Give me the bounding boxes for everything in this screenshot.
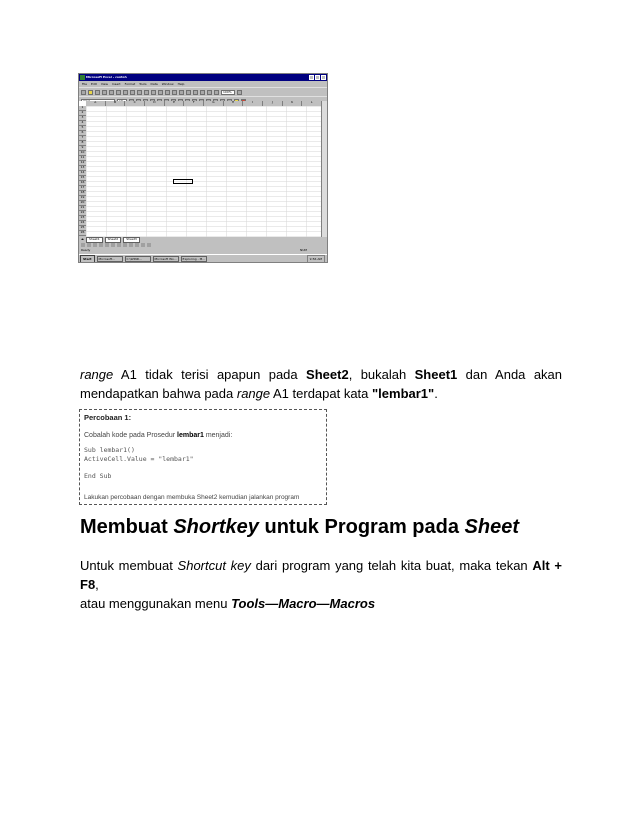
row-header[interactable]: 5 [79,126,86,131]
code-box-title: Percobaan 1: [84,413,132,422]
menu-help[interactable]: Help [177,81,185,86]
excel-screenshot [78,73,328,263]
text-run: atau menggunakan menu [80,596,232,611]
code-line: Sub lembar1() [84,446,135,454]
text-run: Membuat [80,516,174,538]
wordart-icon[interactable] [129,243,133,247]
section-heading [80,515,519,539]
row-header[interactable]: 14 [80,170,85,174]
text-run: dan Anda akan [457,367,563,382]
new-icon[interactable] [81,90,86,95]
column-header[interactable]: J [263,101,283,106]
text-run: mendapatkan bahwa pada [80,386,237,401]
row-header[interactable]: 19 [80,195,85,199]
row-header[interactable]: 22 [80,210,85,214]
sheet1-name: Sheet1 [414,367,458,382]
excel-title-text: Microsoft Excel - contoh [86,75,127,79]
function-icon[interactable] [179,90,184,95]
text-run: . [434,386,438,401]
row-header[interactable]: 23 [80,215,85,219]
row-header[interactable]: 17 [80,185,85,189]
procedure-name: lembar1 [177,432,204,439]
row-header[interactable]: 20 [80,200,85,204]
zoom-field[interactable]: 100% [221,90,235,95]
row-headers [79,106,86,237]
paste-icon[interactable] [137,90,142,95]
open-icon[interactable] [88,90,93,95]
code-example-box [79,409,327,505]
column-header[interactable]: I [243,101,263,106]
text-run: Untuk membuat [80,558,178,573]
paragraph-1-line-2 [80,384,562,403]
taskbar-clock: 9:56 AM [307,255,325,263]
column-header[interactable]: C [125,101,145,106]
column-header[interactable]: K [283,101,303,106]
text-run: untuk Program pada [258,516,465,538]
format-painter-icon[interactable] [144,90,149,95]
select-icon[interactable] [87,243,91,247]
row-header[interactable]: 18 [80,190,85,194]
arrow-icon[interactable] [105,243,109,247]
range-word: range [80,367,114,382]
paragraph-2-line-2 [80,594,562,613]
hyperlink-icon[interactable] [165,90,170,95]
text-run: A1 terdapat kata [270,386,373,401]
undo-icon[interactable] [151,90,156,95]
menu-tools[interactable]: Tools [139,81,147,86]
text-run: Cobalah kode pada Prosedur [84,432,178,439]
key-combination: Alt + F8 [80,558,562,592]
copy-icon[interactable] [130,90,135,95]
tab-sheet3[interactable]: Sheet3 [123,237,140,243]
row-header[interactable]: 2 [79,111,86,116]
sort-asc-icon[interactable] [186,90,191,95]
excel-app-icon [80,75,85,80]
tab-sheet1[interactable]: Sheet1 [86,237,103,243]
menu-file[interactable]: File [82,81,88,86]
row-header[interactable]: 8 [79,141,86,146]
menu-view[interactable]: View [100,81,108,86]
row-header[interactable]: 12 [80,160,85,164]
standard-toolbar [79,87,327,96]
text-run: dari program yang telah kita buat, maka tekan [250,558,533,573]
column-header[interactable]: L [302,101,322,106]
cut-icon[interactable] [123,90,128,95]
row-header[interactable]: 3 [79,116,86,121]
redo-icon[interactable] [158,90,163,95]
start-button[interactable]: Start [80,255,95,263]
status-text: Ready [81,248,91,252]
taskbar-item[interactable]: Microsoft Wo... [154,256,177,261]
column-header[interactable]: B [106,101,126,106]
menu-path: Tools—Macro—Macros [231,596,376,611]
row-header[interactable]: 13 [80,165,85,169]
cell-area[interactable] [86,106,322,237]
windows-taskbar [79,254,327,263]
print-icon[interactable] [102,90,107,95]
rectangle-icon[interactable] [111,243,115,247]
range-word: range [236,386,271,401]
chart-wizard-icon[interactable] [200,90,205,95]
text-run: , [95,577,99,592]
row-header[interactable]: 4 [79,121,86,126]
column-header[interactable]: A [86,101,106,106]
window-controls [309,75,326,80]
menu-window[interactable]: Window [161,81,174,86]
column-header[interactable]: F [184,101,204,106]
code-line: End Sub [84,472,112,480]
paragraph-1 [80,365,562,403]
row-header[interactable]: 15 [80,175,85,179]
spelling-icon[interactable] [116,90,121,95]
minimize-icon[interactable] [309,75,314,80]
tab-sheet2[interactable]: Sheet2 [105,237,122,243]
drawing-icon[interactable] [214,90,219,95]
autosum-icon[interactable] [172,90,177,95]
menu-data[interactable]: Data [150,81,158,86]
column-header[interactable]: H [224,101,244,106]
preview-icon[interactable] [109,90,114,95]
taskbar-item[interactable]: Microsoft... [97,256,123,262]
tab-scroll-icon[interactable]: ◂▸ [81,237,85,241]
worksheet-grid [79,101,327,237]
row-header[interactable]: 7 [79,136,86,141]
map-icon[interactable] [207,90,212,95]
row-header[interactable]: 9 [79,146,86,151]
taskbar-item[interactable]: C:\WIND... [125,256,151,262]
menu-insert[interactable]: Insert [111,81,121,86]
draw-icon[interactable] [81,243,85,247]
close-icon[interactable] [321,75,326,80]
code-box-footer: Lakukan percobaan dengan membuka Sheet2 kemudian jalankan program [84,494,300,501]
paragraph-2-line-1 [80,556,562,594]
autoshapes-icon[interactable] [93,243,97,247]
oval-icon[interactable] [117,243,121,247]
vertical-scrollbar[interactable] [321,101,327,237]
code-box-intro [84,431,322,440]
row-header[interactable]: 21 [80,205,85,209]
paragraph-2 [80,556,562,613]
row-header[interactable]: 25 [80,225,85,229]
row-header[interactable]: 24 [80,220,85,224]
excel-title-bar [79,74,327,81]
maximize-icon[interactable] [315,75,320,80]
row-header[interactable]: 26 [80,230,85,234]
sort-desc-icon[interactable] [193,90,198,95]
menu-format[interactable]: Format [124,81,136,86]
save-icon[interactable] [95,90,100,95]
column-header[interactable]: E [165,101,185,106]
sheet2-name: Sheet2 [306,367,349,382]
column-header[interactable]: G [204,101,224,106]
text-run: , bukalah [348,367,415,382]
code-line: ActiveCell.Value = "lembar1" [84,455,194,463]
status-bar [79,248,327,253]
line-color-icon[interactable] [141,243,145,247]
text-run: menjadi: [203,432,233,439]
help-icon[interactable] [237,90,242,95]
row-header[interactable]: 16 [80,180,85,184]
row-header[interactable]: 1 [79,106,86,111]
lembar1-text: "lembar1" [372,386,435,401]
row-header[interactable]: 11 [80,155,85,159]
paragraph-1-line-1 [80,365,562,384]
active-cell[interactable] [173,179,193,184]
line-icon[interactable] [99,243,103,247]
text-color-icon[interactable] [147,243,151,247]
menu-edit[interactable]: Edit [91,81,97,86]
text-run: A1 tidak terisi apapun pada [113,367,307,382]
text-run-italic: Sheet [464,516,519,538]
column-header[interactable]: D [145,101,165,106]
num-lock-indicator: NUM [299,248,307,252]
shortcut-key-term: Shortcut key [177,558,251,573]
row-header[interactable]: 10 [80,150,85,154]
fill-icon[interactable] [135,243,139,247]
text-run-italic: Shortkey [173,516,259,538]
textbox-icon[interactable] [123,243,127,247]
taskbar-item[interactable]: Exploring - M... [182,256,206,261]
row-header[interactable]: 6 [79,131,86,136]
